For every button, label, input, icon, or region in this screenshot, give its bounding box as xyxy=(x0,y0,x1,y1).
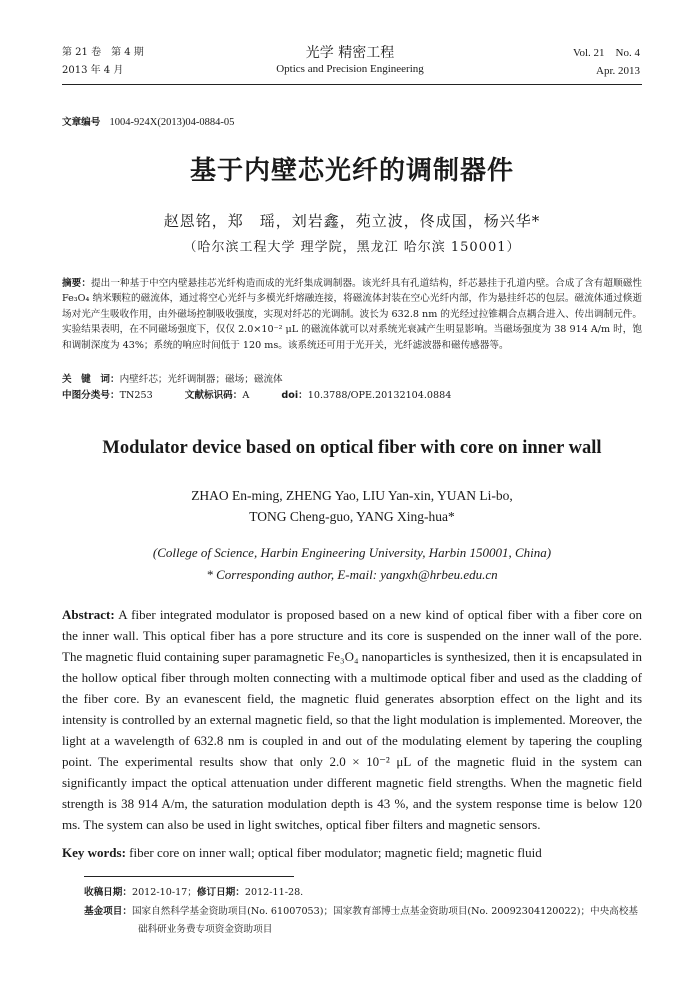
authors-cn: 赵恩铭，郑 瑶，刘岩鑫，苑立波，佟成国，杨兴华* xyxy=(163,212,541,230)
revised-label: 修订日期： xyxy=(196,887,245,898)
authors-en-line-2: TONG Cheng-guo, YANG Xing-hua* xyxy=(249,509,455,524)
clc-value: TN253 xyxy=(119,390,153,401)
article-id-label: 文章编号 xyxy=(62,117,101,128)
received-label: 收稿日期： xyxy=(84,887,132,898)
abstract-en-label: Abstract: xyxy=(62,607,115,622)
header-volume-cn: 第 21 卷 第 4 期 xyxy=(62,47,144,58)
keywords-en-label: Key words: xyxy=(62,845,126,860)
title-cn: 基于内壁芯光纤的调制器件 xyxy=(189,156,514,186)
corresponding-author: * Corresponding author, E-mail: yangxh@hrbeu.edu.cn xyxy=(206,567,498,582)
abstract-cn xyxy=(62,276,642,353)
article-id xyxy=(62,114,234,128)
header-rule xyxy=(62,84,642,85)
keywords-en-text: fiber core on inner wall; optical fiber modulator; magnetic field; magnetic fluid xyxy=(129,845,542,860)
revised-value: 2012-11-28. xyxy=(244,887,304,898)
affiliation-cn: （哈尔滨工程大学 理学院，黑龙江 哈尔滨 150001） xyxy=(183,240,521,255)
clc-label: 中图分类号： xyxy=(62,390,120,401)
keywords-cn-text: 内壁纤芯；光纤调制器；磁场；磁流体 xyxy=(119,374,283,385)
article-id-value: 1004-924X(2013)04-0884-05 xyxy=(109,117,235,128)
fund-text: 国家自然科学基金资助项目(No. 61007053)；国家教育部博士点基金资助项目(No. 20092304120022)；中央高校基础科研业务费专项资金资助项目 xyxy=(131,906,639,935)
fund-info xyxy=(84,903,644,939)
footnote-rule xyxy=(84,876,294,877)
fund-label: 基金项目： xyxy=(84,906,132,917)
abstract-cn-label: 摘要： xyxy=(62,278,92,289)
header-date-en: Apr. 2013 xyxy=(596,65,640,77)
keywords-cn-label: 关 键 词： xyxy=(62,374,120,385)
keywords-cn xyxy=(62,372,642,387)
doc-code-value: A xyxy=(242,390,250,401)
doc-code-label: 文献标识码： xyxy=(184,390,243,401)
header-volume-en: Vol. 21 No. 4 xyxy=(572,47,640,59)
doi-label: doi： xyxy=(281,390,308,401)
title-en: Modulator device based on optical fiber with core on inner wall xyxy=(102,438,602,458)
received-dates xyxy=(84,884,644,902)
abstract-en-text: A fiber integrated modulator is proposed based on a new kind of optical fiber with a fiber core on the inner wall. This optical fiber has a pore structure and its core is suspended on the inner wall of the pore. The magnetic fluid containing super paramagnetic Fe₃O₄ nanoparticles is synthesized, then it is encapsulated in the hollow optical fiber through molten connecting with a multimode optical fiber and used as the cladding of the fiber core. By an evanescent field, the magnetic fluid generates absorption effect on the light and its intensity is controlled by an external magnetic field, so that the light modulation is implemented. Moreover, the light at a wavelength of 632.8 nm is coupled in and out of the modulating element by tapering the coupling point. The experimental results show that only 2.0 × 10⁻² μL of the magnetic fluid in the system can significantly impact the optical attenuation under different magnetic field strengths. When the magnetic field strength is 38 914 A/m, the saturation modulation depth is 43 %, and the system response time is below 120 ms. The system can also be used in light switches, optical fiber filters and magnetic sensors. xyxy=(62,607,642,832)
received-value: 2012-10-17； xyxy=(131,887,197,898)
doi-value: 10.3788/OPE.20132104.0884 xyxy=(307,390,452,401)
abstract-cn-text: 提出一种基于中空内壁悬挂芯光纤构造而成的光纤集成调制器。该光纤具有孔道结构，纤芯悬挂于孔道内壁。合成了含有超顺磁性 Fe₃O₄ 纳米颗粒的磁流体，通过将空心光纤与多模光纤熔融连接，将磁流体封装在空心光纤内部，作为悬挂纤芯的包层。磁流体通过倏逝场对光产生吸收作用，由外磁场控制吸收强度，实现对纤芯的光调制。波长为 632.8 nm 的光经过拉锥耦合点耦合进入、传出调制元件。实验结果表明，在不同磁场强度下，仅仅 2.0×10⁻² μL 的磁流体就可以对系统光衰减产生明显影响。当磁场强度为 38 914 A/m 时，饱和调制深度为 43%；系统的响应时间低于 120 ms。该系统还可用于光开关，光纤滤波器和磁传感器等。 xyxy=(62,278,643,351)
header-date-cn: 2013 年 4 月 xyxy=(62,65,124,76)
abstract-en xyxy=(62,604,642,835)
keywords-en xyxy=(62,842,642,863)
journal-title-cn: 光学 精密工程 xyxy=(305,45,395,61)
affiliation-en: (College of Science, Harbin Engineering University, Harbin 150001, China) xyxy=(152,545,552,560)
journal-title-en: Optics and Precision Engineering xyxy=(276,63,424,75)
classification xyxy=(62,388,642,403)
authors-en-line-1: ZHAO En-ming, ZHENG Yao, LIU Yan-xin, YUAN Li-bo, xyxy=(191,488,513,503)
